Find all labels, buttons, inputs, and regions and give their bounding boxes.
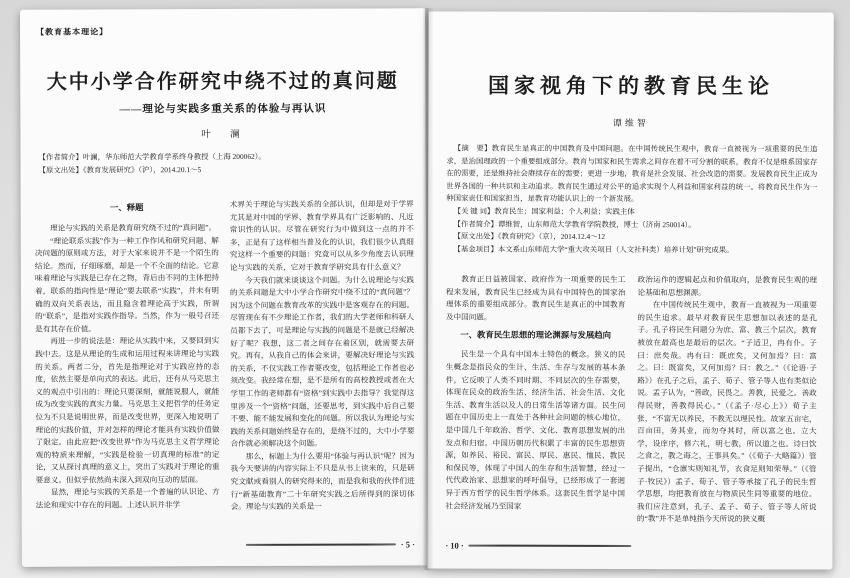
right-page [427, 11, 833, 569]
category-tag: 【教育基本理论】 [36, 27, 109, 37]
paragraph: 教育正日益被国家、政府作为一项重要的民生工程来发展，教育民生已经成为具有中国特色的国家治理体系的重要组成部分。教育民生是真正的中国教育及中国问题。 [445, 274, 626, 322]
right-article-meta [446, 143, 817, 257]
paragraph: 在中国传统民生观中，教育一直被视为一项重要的民生追求。最早对教育民生思想加以表述的是孔子。孔子将民生问题分为庶、富、教三个层次，教育被放在最高也是最后的层次。“子适卫，冉有仆。子曰：庶矣哉。冉有曰：既庶矣，又何加焉？曰：富之。曰：既富矣，又何加焉？曰：教之。”（《论语·子路》）在孔子之后，孟子、荀子、管子等人也有类似论说。孟子认为，“善政，民畏之。善教，民爱之。善政得民财，善教得民心。”（《孟子·尽心上》）荀子主张，“不富无以养民，不教无以理民性。故家五亩宅，百亩田，务其业，而勿夺其时，所以富之也。立大学，设庠序，修六礼，明七教，所以道之也。诗曰饮之食之，教之诲之，王事具矣。”（《荀子·大略篇》）管子提出，“仓廪实则知礼节，衣食足则知荣辱。”（《管子·牧民》）孟子、荀子、管子等承接了孔子的民生哲学思想，均把教育放在与物质民生同等重要的地位。我们应注意到，孔子、孟子、荀子、管子等人所说的“教”并不是单纯指今天所说的狭义概 [636, 300, 817, 524]
left-article-title: 大中小学合作研究中绕不过的真问题 [46, 70, 399, 94]
paragraph-continuation: 政治运作的逻辑起点和价值取向，是教育民生观的理论基础和思想渊源。 [637, 275, 818, 297]
right-article-author: 谭维智 [612, 117, 649, 129]
right-page-footer [445, 541, 631, 551]
source-line: 【原文出处】《教育发展研究》（沪），2014.20.1～5 [38, 164, 202, 175]
fund-line: 【基金项目】本文系山东师范大学“重大攻关项目（人文社科类）培养计划”研究成果。 [453, 244, 734, 255]
paragraph-continuation: 术界关于理论与实践关系的全部认识，但却是对于学界尤其是对中国的学界、教育学界具有广泛影响的、凡近常识性的认识。尽管在研究行为中做到这一点的并不多，正是有了这样相当普及化的认识，我们很少认真细究这样一个重要的问题：究竟可以从多少角度去认识理论与实践的关系，它对于教育学研究具有什么意义？ [229, 199, 414, 272]
left-column-2 [230, 198, 415, 534]
keywords-line: 【关 键 词】教育民生；国家利益；个人利益；实践主体 [453, 206, 635, 216]
author-intro-line: 【作者简介】叶澜，华东师范大学教育学系终身教授（上海 200062）。 [38, 151, 266, 162]
right-article-body [445, 274, 817, 538]
footer-rule [246, 543, 396, 546]
paragraph: 民生是一个具有中国本土特色的概念。狭义的民生概念是指民众的生计、生活、生存与发展的基本条件，它反映了人类不同时期、不同层次的生存需要，体现在民众的政治生活、经济生活、社会生活、文化生活、教育生活以及人的日常生活等诸方面。民生问题在中国历史上一直处于各种社会问题的核心地位，是中国几千年政治、哲学、文化、教育思想发展的出发点和归宿。中国历朝历代积累了丰富的民生思想资源，如养民、裕民、富民、厚民、惠民、恤民、教民和保民等，体现了中国人的生存和生活智慧，经过一代代政治家、思想家的呼吁倡导，已经形成了一套迥异于西方哲学的民生哲学体系。这套民生哲学是中国社会经济发展乃至国家 [445, 349, 626, 511]
left-page-footer [246, 539, 415, 550]
page-seam [423, 8, 433, 570]
left-column-1 [35, 199, 220, 535]
paragraph: 理论与实践的关系是教育研究绕不过的“真问题”。 [49, 223, 217, 233]
left-article-subtitle: ——理论与实践多重关系的体验与再认识 [119, 103, 327, 116]
page-number: · 10 · [445, 540, 464, 551]
abstract-line: 【摘 要】教育民生是真正的中国教育及中国问题。在中国传统民生观中，教育一直被视为一项重要的民生追求，是治国理政的一个重要组成部分。教育与国家和民生需求之间存在着不可分割的联系，教育不仅是维系国家存在的需要，还是维持社会赓续存在的需要；更进一步地，教育是社会发展、社会改造的需要。发展教育民生正成为世界各国的一种共识和主动追求。教育民生通过对公平的追求实现个人利益和国家利益的统一。将教育民生作为一种国家责任和国家担当，是教育功能认识上的一个新发展。 [446, 143, 818, 204]
section-heading: 一、释题 [109, 203, 144, 213]
left-article-meta [39, 150, 412, 176]
right-column-2 [637, 274, 817, 537]
paragraph: 那么，标题上为什么要用“体验与再认识”呢？因为我今天要讲的内容实际上不只是从书上读来的，只是研究文献或看别人的研究得来的，而是我和我的伙伴们进行“新基础教育”二十年研究实践之后所得到的深切体会。理论与实践的关系是一 [230, 451, 415, 512]
left-page [20, 8, 427, 566]
author-intro-line: 【作者简介】谭维智，山东师范大学教育学院教授，博士（济南 250014）。 [453, 219, 696, 229]
paragraph: 今天我们就来谈谈这个问题。为什么说理论与实践的关系问题是大中小学合作研究中绕不过的“真问题”？因为这个问题在教育改革的实践中是客观存在的问题。尽管现在有不少理论工作者，我们的大学老师和科研人员都下去了，可是理论与实践的问题是不是就已经解决好了呢？我想，这二者之间存在着区别，就需要去研究。再有，从我自己的体会来讲，要解决好理论与实践的关系，不仅实践工作者要改变，包括理论工作者也必须改变。我经常在想，是不是所有的高校教授或者在大学里工作的老师都有“资格”到实践中去指导？我觉得这里涉及一个“资格”问题，还要思考，到实践中后自己要不要、能不能发展和变化的问题。所以我认为理论与实践的关系问题始终是存在的，是绕不过的，大中小学要合作就必须解决这个问题。 [230, 274, 415, 449]
page-number: · 5 · [400, 539, 415, 550]
left-article-body [35, 198, 415, 534]
section-heading: 一、教育民生思想的理论渊源与发展趋向 [460, 330, 612, 341]
paragraph: 显然，理论与实践的关系是一个普遍的认识论、方法论和现实中存在的问题。上述认识并非学 [35, 487, 220, 510]
source-line: 【原文出处】《教育研究》（京），2014.12.4～12 [453, 231, 606, 242]
paragraph: 再进一步的说法是：理论从实践中来，又要回到实践中去。这是从理论的生成和运用过程来讲理论与实践的关系。两者二分，首先是指理论对于实践应持的态度，依然主要是单向式的表达。此后，还有从马克思主义的观点中引出的：理论只要深刻，就能说服人，就能成为改变实践的真实力量。马克思主义把哲学的任务定位为不只是说明世界，而是改变世界，更深入地说明了理论的实践价值，并对怎样的理论才能具有实践价值做了限定。由此应把“改变世界”作为马克思主义哲学理论观的特质来理解，“实践是检验一切真理的标准”的定论，又从探讨真理的意义上，突出了实践对于理论的重要意义。但似乎依然尚未深入到双向互动的层面。 [35, 336, 220, 485]
footer-rule [469, 544, 632, 547]
paragraph: “理论联系实践”作为一种工作作风和研究问题、解决问题的原则或方法，对于大家来说并不是一个陌生的结论。然而，仔细琢磨，却是一个不全面的结论。它意味着理论与实践是已存在之物，背后由不同的主体把持着，联系的指向性是“理论”要去联系“实践”，并未有明确的双向关系表达，而且隐含着理论高于实践，所谓的“联系”，是指对实践作指导。当然，作为一般号召还是有其存在价值。 [34, 235, 220, 334]
left-article-author: 叶 澜 [201, 129, 245, 141]
right-article-title: 国家视角下的教育民生论 [488, 73, 775, 99]
right-column-1 [445, 274, 625, 537]
